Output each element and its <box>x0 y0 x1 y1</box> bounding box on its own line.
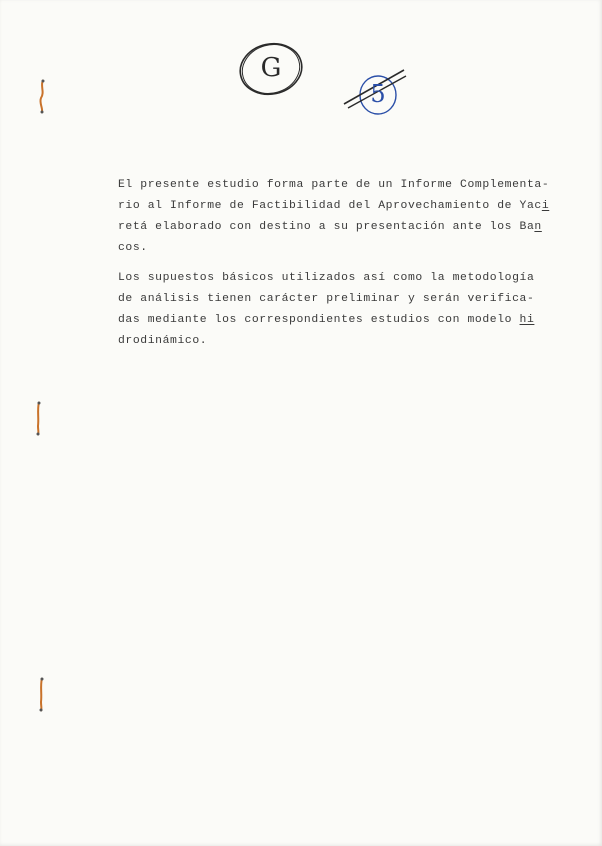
binding-string-mark <box>36 78 46 114</box>
paragraph-2 <box>118 268 568 352</box>
text-line: rio al Informe de Factibilidad del Aprovechamiento de Yac <box>118 200 542 212</box>
underlined-fragment: hi <box>519 314 535 326</box>
underlined-fragment: i <box>541 200 550 212</box>
text-line: drodinámico. <box>118 335 208 347</box>
paragraph-1 <box>118 175 568 259</box>
handwritten-circled-mark <box>236 38 306 100</box>
binding-string-mark <box>36 676 46 712</box>
text-line: El presente estudio forma parte de un Informe Complementa- <box>118 179 550 191</box>
handwritten-blue-mark <box>342 66 410 120</box>
binding-string-mark <box>36 400 46 436</box>
blue-mark-text: 5 <box>370 80 386 108</box>
underlined-fragment: n <box>534 221 542 233</box>
text-line: cos. <box>118 242 148 254</box>
text-line: das mediante los correspondientes estudios con modelo <box>118 314 520 326</box>
circled-mark-text: G <box>260 53 282 83</box>
text-line: Los supuestos básicos utilizados así como la metodología <box>118 272 535 284</box>
text-line: de análisis tienen carácter preliminar y serán verifica- <box>118 293 535 305</box>
text-line: retá elaborado con destino a su presentación ante los Ba <box>118 221 535 233</box>
